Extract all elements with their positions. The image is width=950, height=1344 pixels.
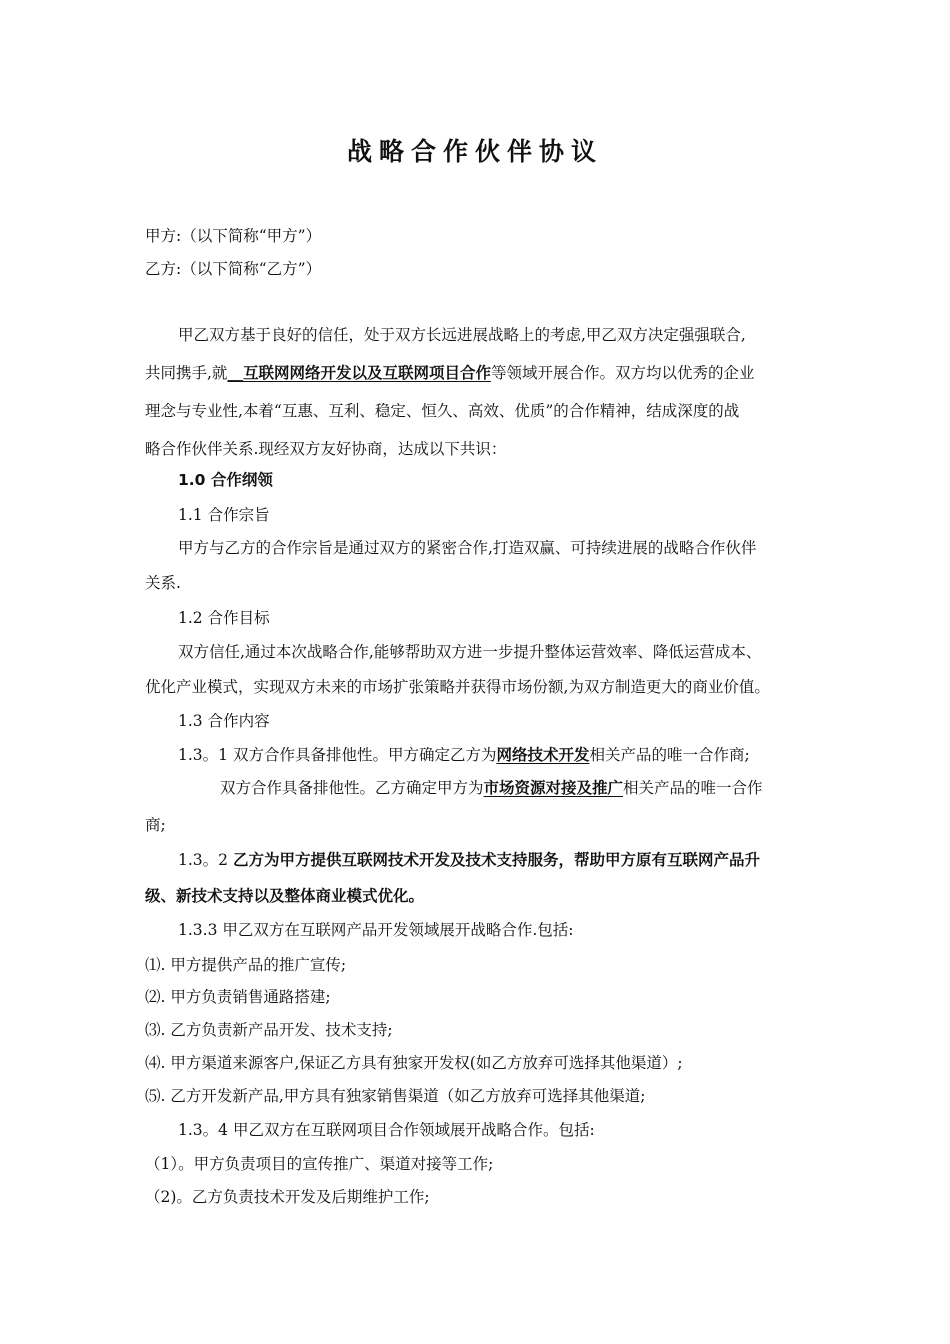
clause-1-3-4-item-2: （2)。乙方负责技术开发及后期维护工作;	[145, 1188, 430, 1206]
clause-1-3-1-underlined: 网络技术开发	[496, 746, 590, 764]
section-heading-1-0: 1.0 合作纲领	[178, 471, 273, 489]
section-heading-1-3: 1.3 合作内容	[178, 712, 270, 730]
clause-1-3-1b-underlined: 市场资源对接及推广	[483, 779, 624, 797]
section-1-1-line-2: 关系.	[145, 574, 181, 592]
clause-1-3-1b-pre: 双方合作具备排他性。乙方确定甲方为	[220, 779, 484, 797]
section-heading-1-2: 1.2 合作目标	[178, 609, 270, 627]
clause-1-3-3-heading: 1.3.3 甲乙双方在互联网产品开发领域展开战略合作.包括:	[178, 921, 574, 939]
intro-line-2-pre: 共同携手,就	[145, 364, 228, 382]
clause-1-3-2-number: 1.3。2	[178, 851, 233, 869]
clause-1-3-3-item-1: ⑴. 甲方提供产品的推广宣传;	[145, 956, 347, 974]
clause-1-3-3-item-3: ⑶. 乙方负责新产品开发、技术支持;	[145, 1021, 393, 1039]
clause-1-3-3-item-4: ⑷. 甲方渠道来源客户,保证乙方具有独家开发权(如乙方放弃可选择其他渠道）;	[145, 1054, 683, 1072]
clause-1-3-4-heading: 1.3。4 甲乙双方在互联网项目合作领域展开战略合作。包括:	[178, 1121, 595, 1139]
cooperation-field-underlined: __互联网网络开发以及互联网项目合作	[227, 364, 491, 382]
clause-1-3-1b-line	[220, 778, 900, 798]
section-1-2-line-1: 双方信任,通过本次战略合作,能够帮助双方进一步提升整体运营效率、降低运营成本、	[178, 643, 762, 661]
intro-line-4: 略合作伙伴关系.现经双方友好协商，达成以下共识：	[145, 440, 507, 458]
clause-1-3-1b-line-2: 商;	[145, 816, 166, 834]
clause-1-3-2-line-1	[178, 850, 858, 870]
intro-line-1: 甲乙双方基于良好的信任，处于双方长远进展战略上的考虑,甲乙双方决定强强联合,	[178, 326, 746, 344]
section-1-2-line-2: 优化产业模式，实现双方未来的市场扩张策略并获得市场份额,为双方制造更大的商业价值。	[145, 678, 770, 696]
section-heading-1-1: 1.1 合作宗旨	[178, 506, 270, 524]
clause-1-3-2-line-2: 级、新技术支持以及整体商业模式优化。	[145, 887, 425, 905]
intro-line-2-post: 等领域开展合作。双方均以优秀的企业	[490, 364, 755, 382]
section-1-1-line-1: 甲方与乙方的合作宗旨是通过双方的紧密合作,打造双赢、可持续进展的战略合作伙伴	[178, 539, 757, 557]
clause-1-3-1b-post: 相关产品的唯一合作	[623, 779, 763, 797]
clause-1-3-2-text: 乙方为甲方提供互联网技术开发及技术支持服务，帮助甲方原有互联网产品升	[232, 851, 760, 869]
party-a-line: 甲方:（以下简称“甲方”）	[145, 227, 322, 245]
clause-1-3-1-post: 相关产品的唯一合作商;	[589, 746, 750, 764]
clause-1-3-3-item-5: ⑸. 乙方开发新产品,甲方具有独家销售渠道（如乙方放弃可选择其他渠道;	[145, 1087, 646, 1105]
document-title: 战略合作伙伴协议	[346, 137, 603, 166]
clause-1-3-1-line	[178, 745, 858, 765]
clause-1-3-4-item-1: （1）。甲方负责项目的宣传推广、渠道对接等工作;	[145, 1155, 494, 1173]
clause-1-3-1-pre: 1.3。1 双方合作具备排他性。甲方确定乙方为	[178, 746, 497, 764]
intro-line-2	[145, 363, 825, 383]
party-b-line: 乙方:（以下简称“乙方”）	[145, 260, 322, 278]
clause-1-3-3-item-2: ⑵. 甲方负责销售通路搭建;	[145, 988, 331, 1006]
intro-line-3: 理念与专业性,本着“互惠、互利、稳定、恒久、高效、优质”的合作精神，结成深度的战	[145, 402, 740, 420]
